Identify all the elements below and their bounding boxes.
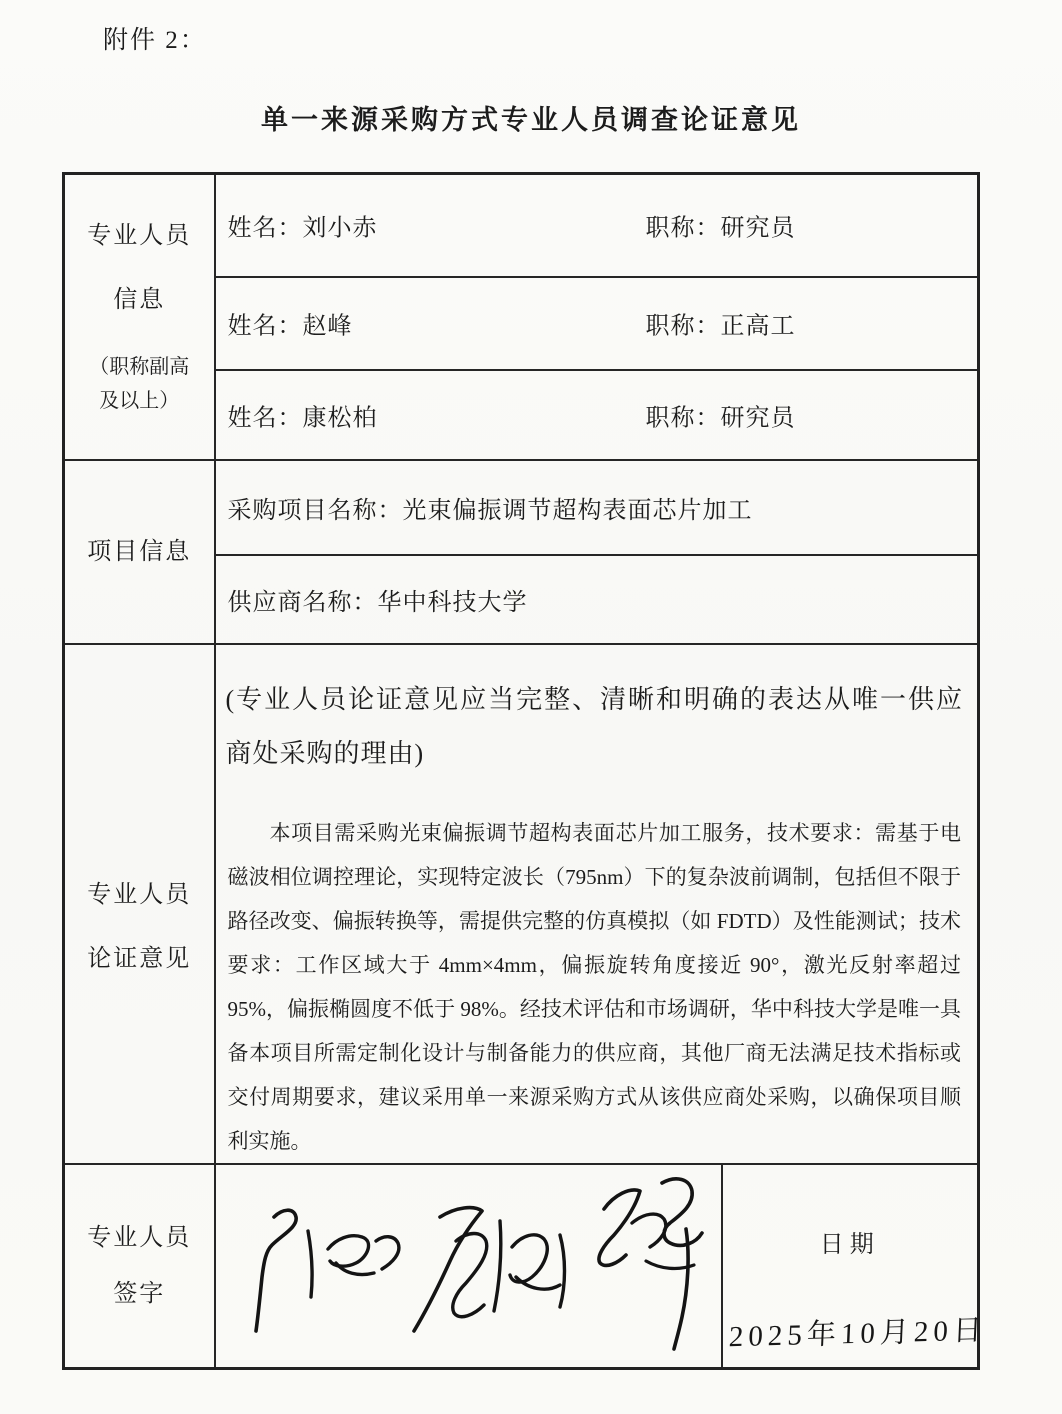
signatures-cell: [215, 1164, 722, 1369]
personnel-3-title: 职称：研究员: [645, 405, 796, 431]
project-header: 项目信息: [87, 538, 192, 565]
personnel-2-name: 姓名：赵峰: [227, 313, 353, 340]
personnel-header-note-line1: （职称副高: [89, 355, 190, 378]
personnel-1-title: 职称：研究员: [645, 215, 796, 242]
personnel-info-header-cell: [64, 174, 215, 460]
date-cell: [722, 1164, 988, 1369]
personnel-header-line2: 信息: [113, 286, 166, 313]
signature-liu-xiaochi: [256, 1210, 399, 1331]
supplier-name-line: 供应商名称：华中科技大学: [227, 589, 528, 616]
personnel-1-name: 姓名：刘小赤: [227, 215, 378, 242]
opinion-content-cell: [215, 644, 979, 1164]
handwritten-signatures: [216, 1165, 723, 1370]
signature-kang-songbai: [414, 1207, 565, 1330]
opinion-instruction-note: (专业人员论证意见应当完整、清晰和明确的表达从唯一供应商处采购的理由): [225, 684, 963, 768]
project-info-header-cell: [64, 460, 215, 644]
signature-header-cell: [64, 1164, 215, 1369]
personnel-row-2: [215, 277, 979, 370]
date-label: 日期: [819, 1231, 880, 1258]
attachment-label: 附件 2：: [103, 27, 207, 54]
signature-zhao-feng: [598, 1178, 701, 1348]
personnel-3-name: 姓名：康松柏: [227, 405, 378, 431]
opinion-body-text: 本项目需采购光束偏振调节超构表面芯片加工服务，技术要求：需基于电磁波相位调控理论，实现特定波长（795nm）下的复杂波前调制，包括但不限于路径改变、偏振转换等，需提供完整的仿真模拟（如 FDTD）及性能测试；技术要求：工作区域大于 4mm×4mm，偏振旋转角度接近 90°，激光反射率超过 95%，偏振椭圆度不低于 98%。经技术评估和市场调研，华中科技大学是唯一具备本项目所需定制化设计与制备能力的供应商，其他厂商无法满足技术指标或交付周期要求，建议采用单一来源采购方式从该供应商处采购，以确保项目顺利实施。: [227, 820, 961, 1153]
opinion-header-line2: 论证意见: [87, 945, 192, 972]
personnel-row-1: [215, 174, 979, 277]
signature-header-line2: 签字: [113, 1280, 166, 1307]
procurement-name-row: [215, 460, 979, 555]
opinion-header-line1: 专业人员: [87, 881, 192, 908]
opinion-header-cell: [64, 644, 215, 1164]
page-title: 单一来源采购方式专业人员调查论证意见: [261, 105, 801, 135]
demonstration-opinion-table: [62, 172, 988, 1370]
personnel-header-note: [65, 350, 214, 418]
personnel-row-3: [215, 370, 979, 460]
handwritten-date: 2025年10月20日: [727, 1314, 988, 1354]
personnel-header-note-line2: 及以上）: [99, 389, 180, 412]
personnel-2-title: 职称：正高工: [645, 313, 796, 340]
personnel-header-line1: 专业人员: [87, 222, 192, 249]
procurement-name-line: 采购项目名称：光束偏振调节超构表面芯片加工: [227, 497, 753, 524]
signature-header-line1: 专业人员: [87, 1224, 192, 1251]
supplier-name-row: [215, 555, 979, 644]
